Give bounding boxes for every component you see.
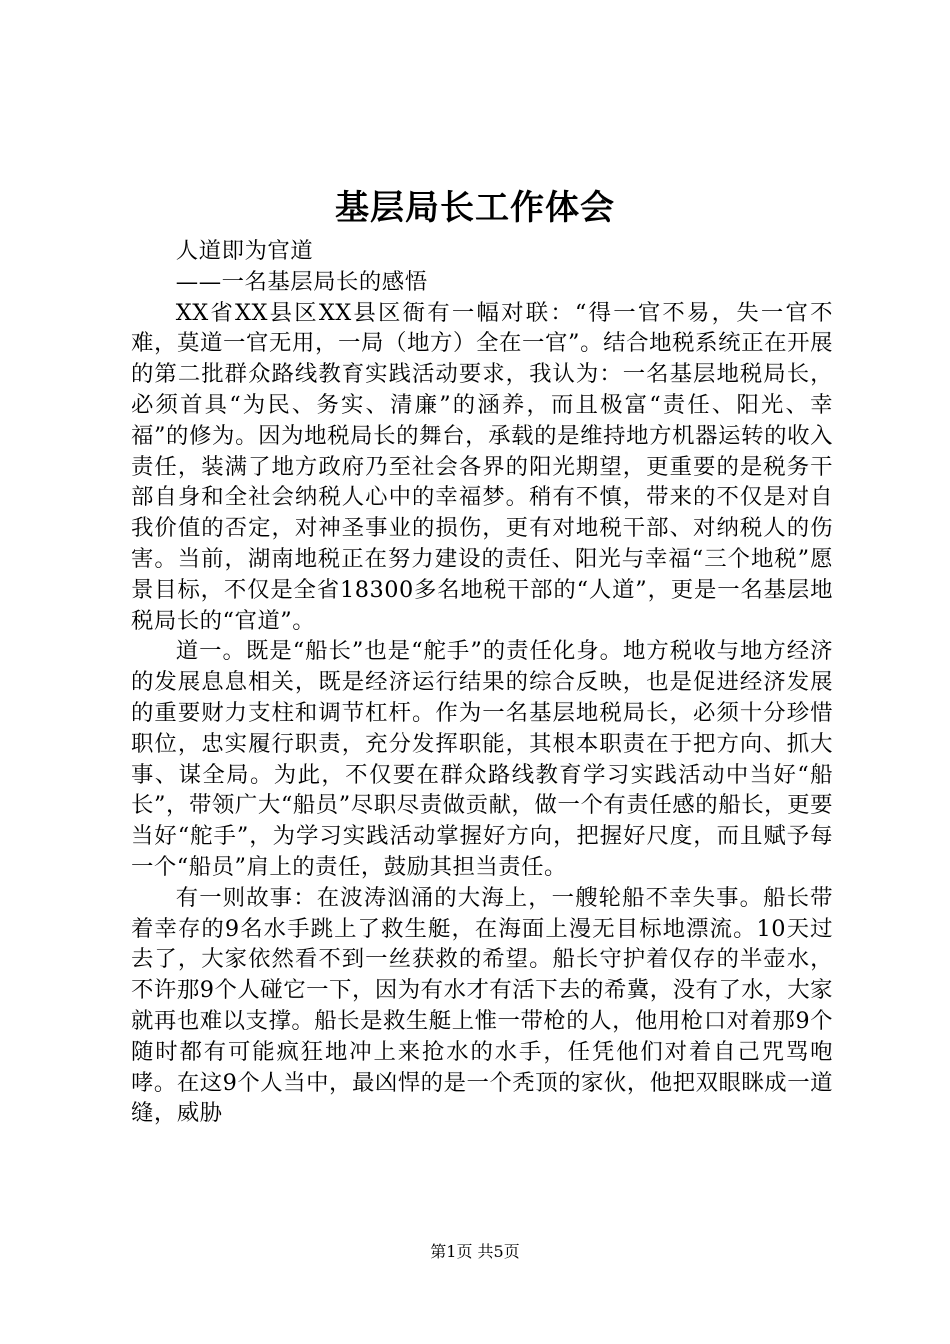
page-footer: 第1页 共5页 xyxy=(430,1242,520,1261)
body-paragraph: XX省XX县区XX县区衙有一幅对联：“得一官不易，失一官不难，莫道一官无用，一局（地方）全在一官”。结合地税系统正在开展的第二批群众路线教育实践活动要求，我认为：一名基层地税局长，必须首具“为民、务实、清廉”的涵养，而且极富“责任、阳光、幸福”的修为。因为地税局长的舞台，承载的是维持地方机器运转的收入责任，装满了地方政府乃至社会各界的阳光期望，更重要的是税务干部自身和全社会纳税人心中的幸福梦。稍有不慎，带来的不仅是对自我价值的否定，对神圣事业的损伤，更有对地税干部、对纳税人的伤害。当前，湖南地税正在努力建设的责任、阳光与幸福“三个地税”愿景目标，不仅是全省18300多名地税干部的“人道”，更是一名基层地税局长的“官道”。 xyxy=(131,299,833,634)
body-paragraph: 有一则故事：在波涛汹涌的大海上，一艘轮船不幸失事。船长带着幸存的9名水手跳上了救生艇，在海面上漫无目标地漂流。10天过去了，大家依然看不到一丝获救的希望。船长守护着仅存的半壶水，不许那9个人碰它一下，因为有水才有活下去的希冀，没有了水，大家就再也难以支撑。船长是救生艇上惟一带枪的人，他用枪口对着那9个随时都有可能疯狂地冲上来抢水的水手，任凭他们对着自己咒骂咆哮。在这9个人当中，最凶悍的是一个秃顶的家伙，他把双眼眯成一道缝，威胁 xyxy=(131,884,833,1127)
document-body xyxy=(131,236,833,1129)
document-title: 基层局长工作体会 xyxy=(335,188,615,228)
subtitle-line: 人道即为官道 xyxy=(175,238,314,264)
subtitle-line: ——一名基层局长的感悟 xyxy=(175,268,428,295)
body-paragraph: 道一。既是“船长”也是“舵手”的责任化身。地方税收与地方经济的发展息息相关，既是经济运行结果的综合反映，也是促进经济发展的重要财力支柱和调节杠杆。作为一名基层地税局长，必须十分珍惜职位，忠实履行职责，充分发挥职能，其根本职责在于把方向、抓大事、谋全局。为此，不仅要在群众路线教育学习实践活动中当好“船长”，带领广大“船员”尽职尽责做贡献，做一个有责任感的船长，更要当好“舵手”，为学习实践活动掌握好方向，把握好尺度，而且赋予每一个“船员”肩上的责任，鼓励其担当责任。 xyxy=(131,638,833,880)
